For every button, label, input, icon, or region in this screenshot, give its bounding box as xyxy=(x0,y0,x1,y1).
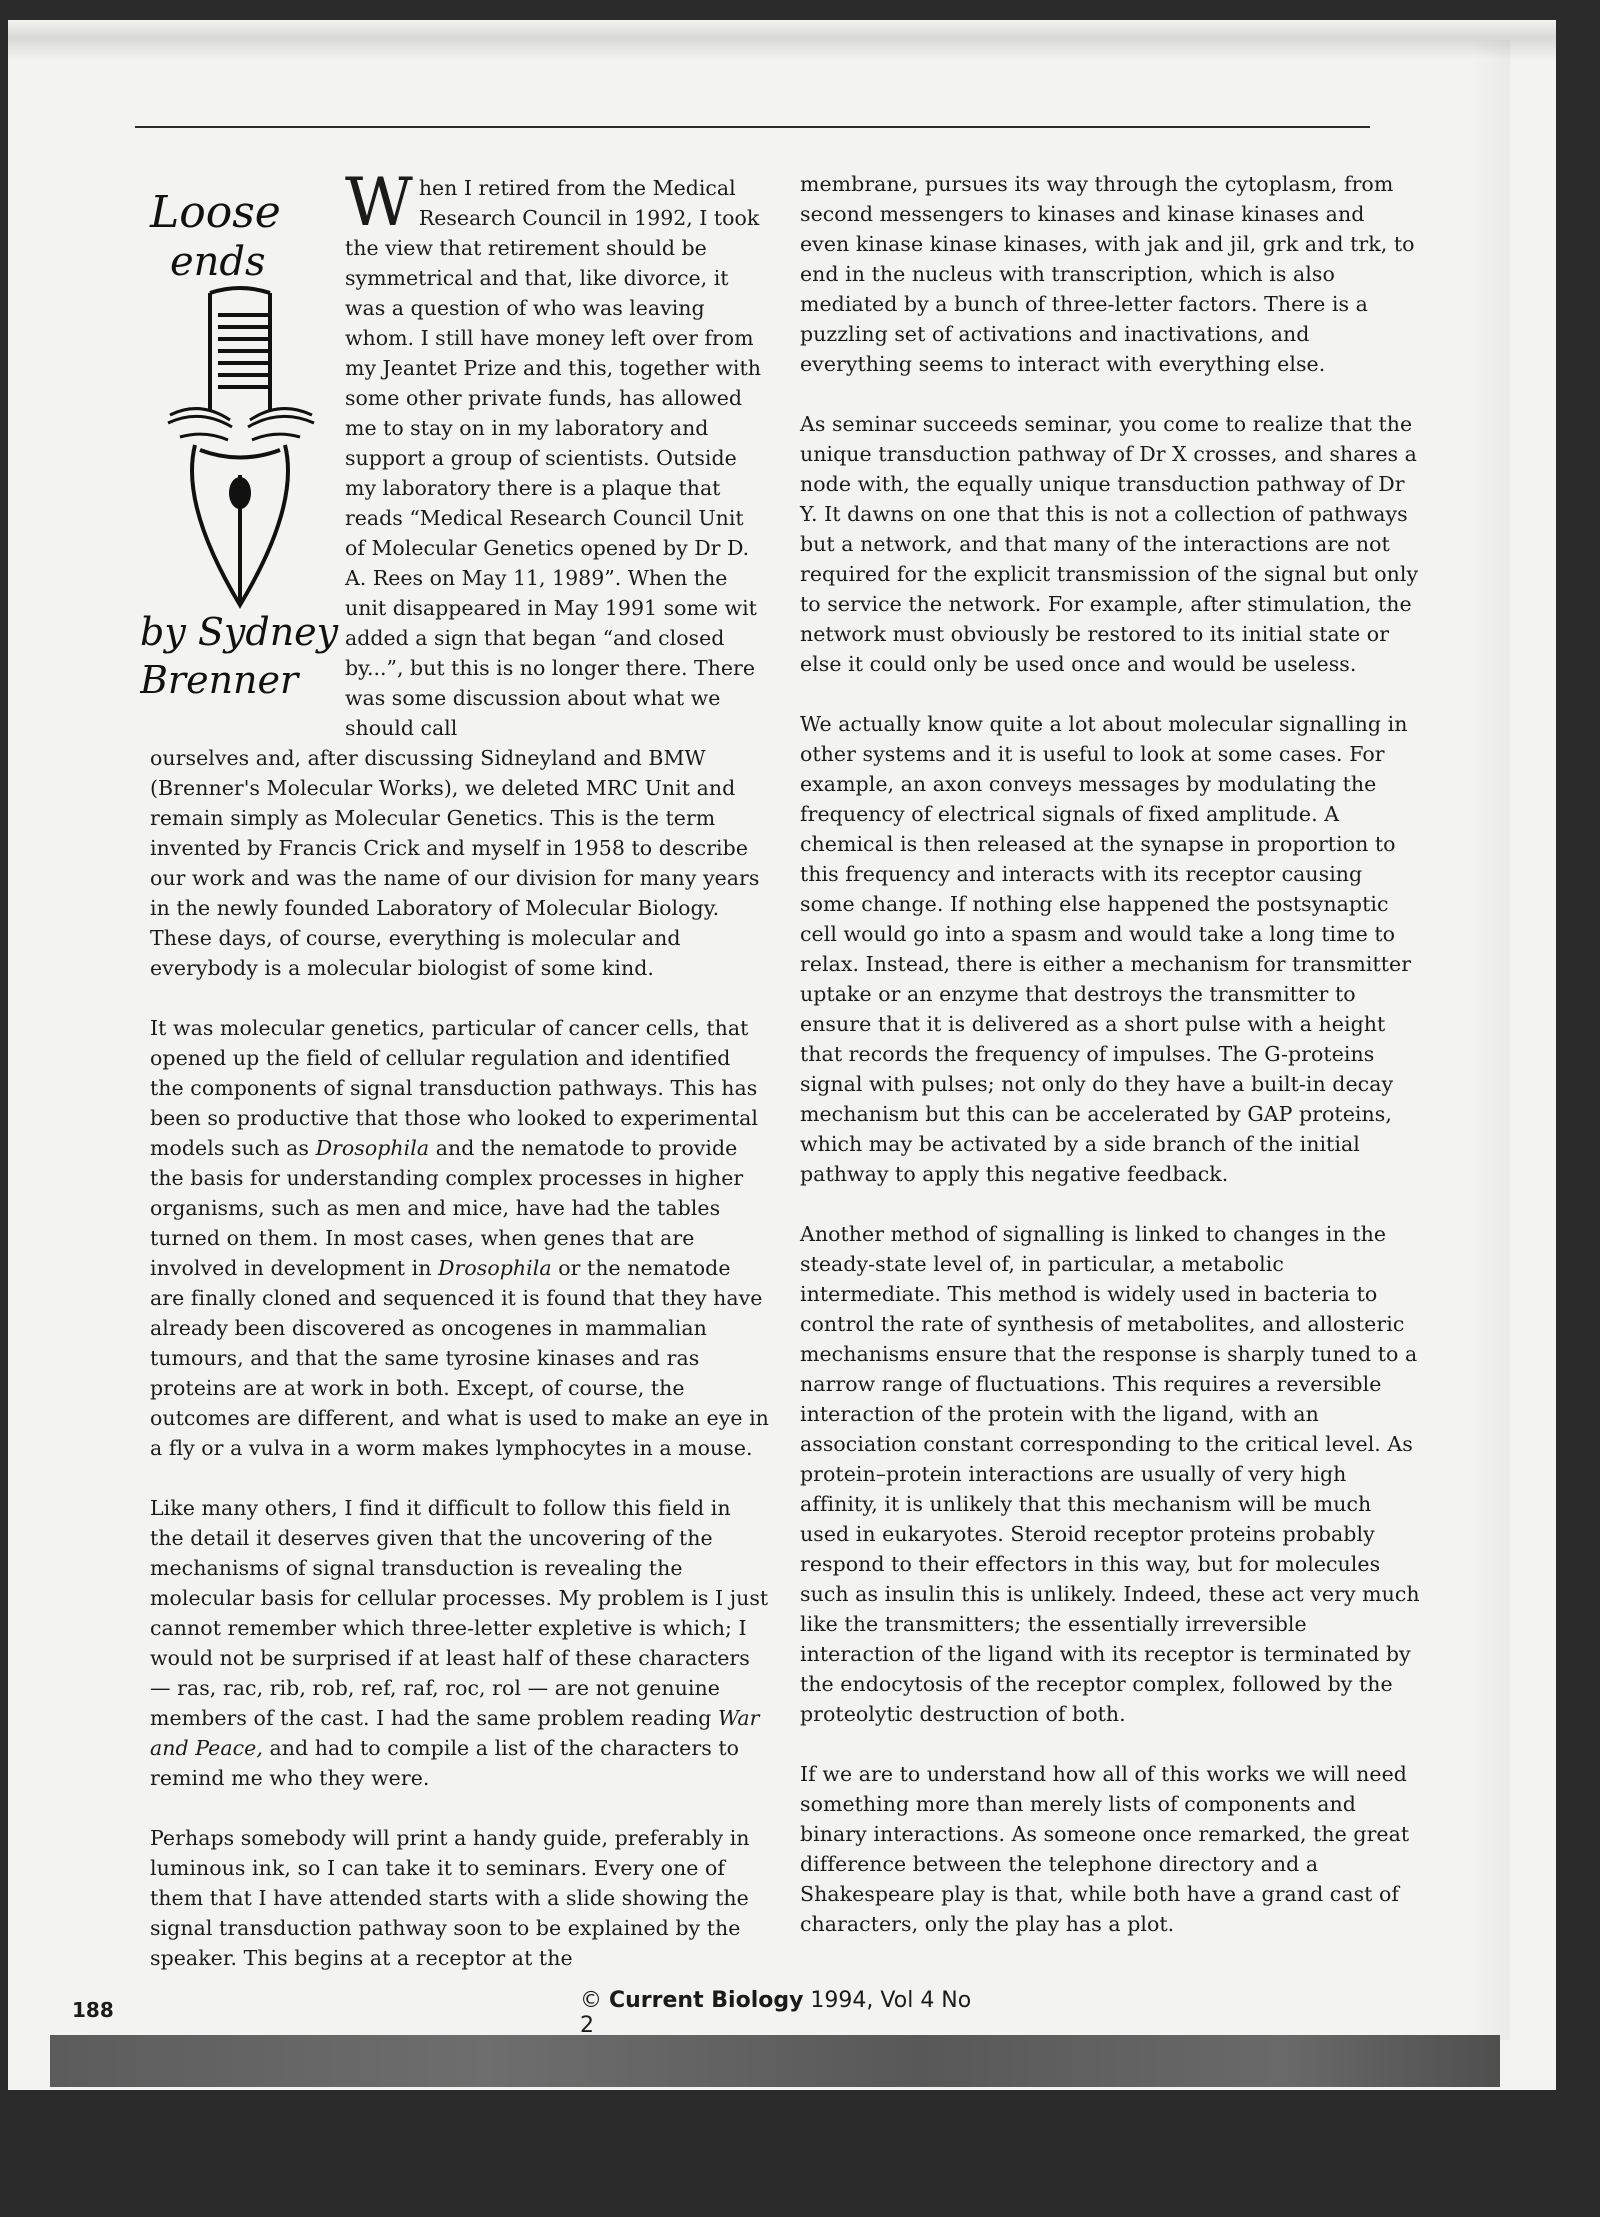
scan-top-edge xyxy=(8,20,1556,60)
logo-title-line1: Loose xyxy=(150,187,281,238)
pen-nib xyxy=(192,445,288,605)
paragraph-intro-cont: ourselves and, after discussing Sidneyland and BMW (Brenner's Molecular Works), we deleted MRC Unit and remain simply as Molecular Genetics. This is the term invented by Francis Crick and myself in 1958 to describe our work and was the name of our division for many years in the newly founded Laboratory of Molecular Biology. These days, of course, everything is molecular and everybody is a molecular biologist of some kind. xyxy=(150,746,760,980)
paragraph-r2: As seminar succeeds seminar, you come to realize that the unique transduction pathway of Dr X crosses, and shares a node with, the equally unique transduction pathway of Dr Y. It dawns on one that this is not a collection of pathways but a network, and that many of the interactions are not required for the explicit transmission of the signal but only to service the network. For example, after stimulation, the network must obviously be restored to its initial state or else it could only be used once and would be useless. xyxy=(800,412,1419,676)
right-column xyxy=(800,169,1420,1939)
journal-issue: 1994, Vol 4 No 2 xyxy=(580,1988,972,2038)
header-rule xyxy=(135,126,1370,128)
drop-cap: W xyxy=(345,164,413,241)
intro-text: hen I retired from the Medical Research Council in 1992, I took the view that retirement should be symmetrical and that, like divorce, it was a question of who was leaving whom. I still have money left over from my Jeantet Prize and this, together with some other private funds, has allowed me to stay on in my laboratory and support a group of scientists. Outside my laboratory there is a plaque that reads “Medical Research Council Unit of Molecular Genetics opened by Dr D. A. Rees on May 11, 1989”. When the unit disappeared in May 1991 some wit added a sign that began “and closed by...”, but this is no longer there. There was some discussion about what we should call xyxy=(345,176,761,740)
logo-title-line2: ends xyxy=(170,239,266,285)
paragraph-r5: If we are to understand how all of this works we will need something more than merely lists of components and binary interactions. As someone once remarked, the great difference between the telephone directory and a Shakespeare play is that, while both have a grand cast of characters, only the play has a plot. xyxy=(800,1762,1410,1936)
pen-grip xyxy=(210,288,270,410)
scan-right-edge xyxy=(1470,40,1510,2040)
journal-footer: © Current Biology 1994, Vol 4 No 2 xyxy=(580,1988,972,2038)
paragraph-4: Perhaps somebody will print a handy guide, preferably in luminous ink, so I can take it to seminars. Every one of them that I have attended starts with a slide showing the signal transduction pathway soon to be explained by the speaker. This begins at a receptor at the xyxy=(150,1826,750,1970)
paragraph-2: It was molecular genetics, particular of cancer cells, that opened up the field of cellular regulation and identified the components of signal transduction pathways. This has been so productive that those who looked to experimental models such as Drosophila and the nematode to provide the basis for understanding complex processes in higher organisms, such as men and mice, have had the tables turned on them. In most cases, when genes that are involved in development in Drosophila or the nematode are finally cloned and sequenced it is found that they have already been discovered as oncogenes in mammalian tumours, and that the same tyrosine kinases and ras proteins are at work in both. Except, of course, the outcomes are different, and what is used to make an eye in a fly or a vulva in a worm makes lymphocytes in a mouse. xyxy=(150,1016,769,1460)
article-intro xyxy=(345,164,765,743)
page-number: 188 xyxy=(72,1998,114,2022)
paragraph-r3: We actually know quite a lot about molecular signalling in other systems and it is useful to look at some cases. For example, an axon conveys messages by modulating the frequency of electrical signals of fixed amplitude. A chemical is then released at the synapse in proportion to this frequency and interacts with its receptor causing some change. If nothing else happened the postsynaptic cell would go into a spasm and would take a long time to relax. Instead, there is either a mechanism for transmitter uptake or an enzyme that destroys the transmitter to ensure that it is delivered as a short pulse with a height that records the frequency of impulses. The G-proteins signal with pulses; not only do they have a built-in decay mechanism but this can be accelerated by GAP proteins, which may be activated by a side branch of the initial pathway to apply this negative feedback. xyxy=(800,712,1412,1186)
left-column xyxy=(150,743,770,1973)
column-logo xyxy=(140,175,340,715)
scan-bottom-shadow xyxy=(50,2035,1500,2087)
logo-author: Brenner xyxy=(140,658,299,702)
fountain-pen-drawing xyxy=(140,175,340,715)
logo-byline: by Sydney xyxy=(140,610,339,654)
paragraph-r1: membrane, pursues its way through the cytoplasm, from second messengers to kinases and kinase kinases and even kinase kinase kinases, with jak and jil, grk and trk, to end in the nucleus with transcription, which is also mediated by a bunch of three-letter factors. There is a puzzling set of activations and inactivations, and everything seems to interact with everything else. xyxy=(800,172,1415,376)
paragraph-3: Like many others, I find it difficult to follow this field in the detail it deserves given that the uncovering of the mechanisms of signal transduction is revealing the molecular basis for cellular processes. My problem is I just cannot remember which three-letter expletive is which; I would not be surprised if at least half of these characters — ras, rac, rib, rob, ref, raf, roc, rol — are not genuine members of the cast. I had the same problem reading War and Peace, and had to compile a list of the characters to remind me who they were. xyxy=(150,1496,769,1790)
pen-eyebrows xyxy=(168,409,314,440)
journal-name: Current Biology xyxy=(609,1988,804,2013)
paragraph-r4: Another method of signalling is linked to changes in the steady-state level of, in particular, a metabolic intermediate. This method is widely used in bacteria to control the rate of synthesis of metabolites, and allosteric mechanisms ensure that the response is sharply tuned to a narrow range of fluctuations. This requires a reversible interaction of the protein with the ligand, with an association constant corresponding to the critical level. As protein–protein interactions are usually of very high affinity, it is unlikely that this mechanism will be much used in eukaryotes. Steroid receptor proteins probably respond to their effectors in this way, but for molecules such as insulin this is unlikely. Indeed, these act very much like the transmitters; the essentially irreversible interaction of the ligand with its receptor is terminated by the endocytosis of the receptor complex, followed by the proteolytic destruction of both. xyxy=(800,1222,1420,1726)
